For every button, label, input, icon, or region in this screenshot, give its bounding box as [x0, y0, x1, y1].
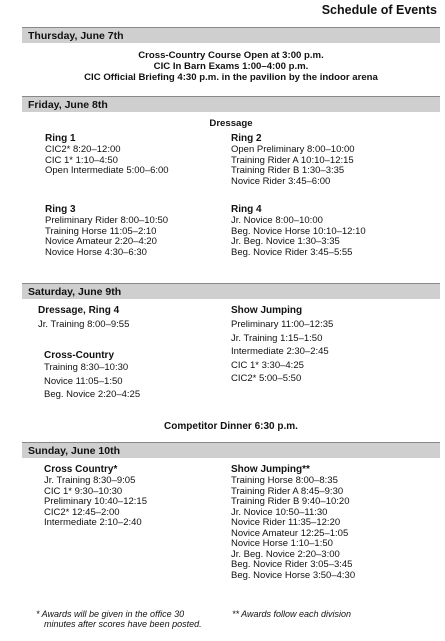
note-line: * Awards will be given in the office 30 — [36, 609, 185, 619]
section-title: Cross-Country — [44, 350, 115, 361]
schedule-item: CIC2* 12:45–2:00 — [44, 506, 120, 518]
schedule-item: CIC2* 5:00–5:50 — [231, 373, 302, 384]
saturday-cross-country — [44, 350, 140, 401]
schedule-item: Training 8:30–10:30 — [44, 362, 129, 373]
schedule-item: Open Preliminary 8:00–10:00 — [231, 144, 355, 155]
schedule-item: Novice 11:05–1:50 — [44, 375, 123, 387]
schedule-item: Beg. Novice Horse 3:50–4:30 — [231, 569, 356, 581]
schedule-item: Beg. Novice Horse 10:10–12:10 — [231, 225, 366, 237]
schedule-item: Training Rider B 9:40–10:20 — [231, 496, 350, 507]
schedule-item: Novice Rider 3:45–6:00 — [231, 175, 331, 187]
schedule-item: Training Rider B 1:30–3:35 — [231, 165, 345, 176]
note-line: minutes after scores have been posted. — [44, 619, 202, 629]
day-header-thursday: Thursday, June 7th — [22, 27, 440, 43]
schedule-item: Training Horse 11:05–2:10 — [45, 225, 157, 237]
schedule-item: Training Rider A 8:45–9:30 — [231, 485, 344, 497]
schedule-item: Novice Amateur 12:25–1:05 — [231, 527, 349, 539]
schedule-item: Jr. Training 1:15–1:50 — [231, 332, 323, 344]
saturday-show-jumping — [231, 305, 333, 385]
friday-ring3 — [45, 204, 168, 258]
schedule-item: Jr. Novice 10:50–11:30 — [231, 506, 328, 518]
sunday-cross-country — [44, 464, 147, 529]
ring-title: Ring 4 — [231, 204, 262, 215]
section-title: Dressage, Ring 4 — [38, 305, 120, 316]
competitor-dinner: Competitor Dinner 6:30 p.m. — [164, 421, 298, 432]
schedule-item: Preliminary 11:00–12:35 — [231, 319, 334, 330]
sunday-show-jumping — [231, 464, 355, 581]
schedule-item: CIC 1* 3:30–4:25 — [231, 359, 304, 371]
schedule-item: Beg. Novice Rider 3:05–3:45 — [231, 559, 353, 570]
schedule-item: CIC 1* 1:10–4:50 — [45, 154, 118, 166]
schedule-item: Intermediate 2:30–2:45 — [231, 346, 329, 357]
friday-section-title: Dressage — [209, 118, 253, 129]
schedule-item: Beg. Novice 2:20–4:25 — [44, 389, 141, 400]
schedule-item: Jr. Novice 8:00–10:00 — [231, 215, 323, 226]
section-title: Show Jumping — [231, 305, 303, 316]
schedule-item: Jr. Training 8:00–9:55 — [38, 319, 130, 330]
saturday-dressage — [38, 305, 129, 331]
day-header-saturday: Saturday, June 9th — [22, 283, 440, 299]
friday-ring1 — [45, 133, 169, 177]
thursday-line: CIC In Barn Exams 1:00–4:00 p.m. — [153, 61, 309, 72]
awards-note-cross-country — [36, 609, 202, 629]
schedule-item: Training Horse 8:00–8:35 — [231, 475, 338, 486]
thursday-line: CIC Official Briefing 4:30 p.m. in the pavilion by the indoor arena — [84, 72, 378, 83]
thursday-events — [22, 50, 440, 83]
schedule-item: Novice Amateur 2:20–4:20 — [45, 236, 157, 247]
friday-ring2 — [231, 133, 355, 187]
schedule-item: Jr. Training 8:30–9:05 — [44, 475, 136, 486]
friday-ring4 — [231, 204, 366, 258]
ring-title: Ring 3 — [45, 204, 76, 215]
day-header-friday: Friday, June 8th — [22, 96, 440, 112]
page-title: Schedule of Events — [321, 3, 437, 17]
section-title: Cross Country* — [44, 464, 118, 475]
schedule-item: Novice Rider 11:35–12:20 — [231, 517, 341, 528]
schedule-item: Novice Horse 4:30–6:30 — [45, 246, 147, 258]
schedule-item: Jr. Beg. Novice 1:30–3:35 — [231, 236, 340, 247]
ring-title: Ring 2 — [231, 133, 262, 144]
schedule-item: Novice Horse 1:10–1:50 — [231, 538, 333, 549]
schedule-item: Intermediate 2:10–2:40 — [44, 517, 142, 528]
schedule-item: Beg. Novice Rider 3:45–5:55 — [231, 246, 353, 258]
schedule-item: CIC2* 8:20–12:00 — [45, 144, 121, 155]
schedule-item: Preliminary 10:40–12:15 — [44, 496, 147, 507]
thursday-line: Cross-Country Course Open at 3:00 p.m. — [138, 50, 324, 61]
schedule-item: Training Rider A 10:10–12:15 — [231, 154, 354, 166]
schedule-item: Preliminary Rider 8:00–10:50 — [45, 215, 169, 226]
day-header-sunday: Sunday, June 10th — [22, 442, 440, 458]
schedule-item: CIC 1* 9:30–10:30 — [44, 485, 123, 497]
schedule-item: Jr. Beg. Novice 2:20–3:00 — [231, 548, 340, 560]
schedule-item: Open Intermediate 5:00–6:00 — [45, 165, 169, 176]
ring-title: Ring 1 — [45, 133, 76, 144]
section-title: Show Jumping** — [231, 464, 310, 475]
awards-note-show-jumping: ** Awards follow each division — [232, 609, 352, 619]
